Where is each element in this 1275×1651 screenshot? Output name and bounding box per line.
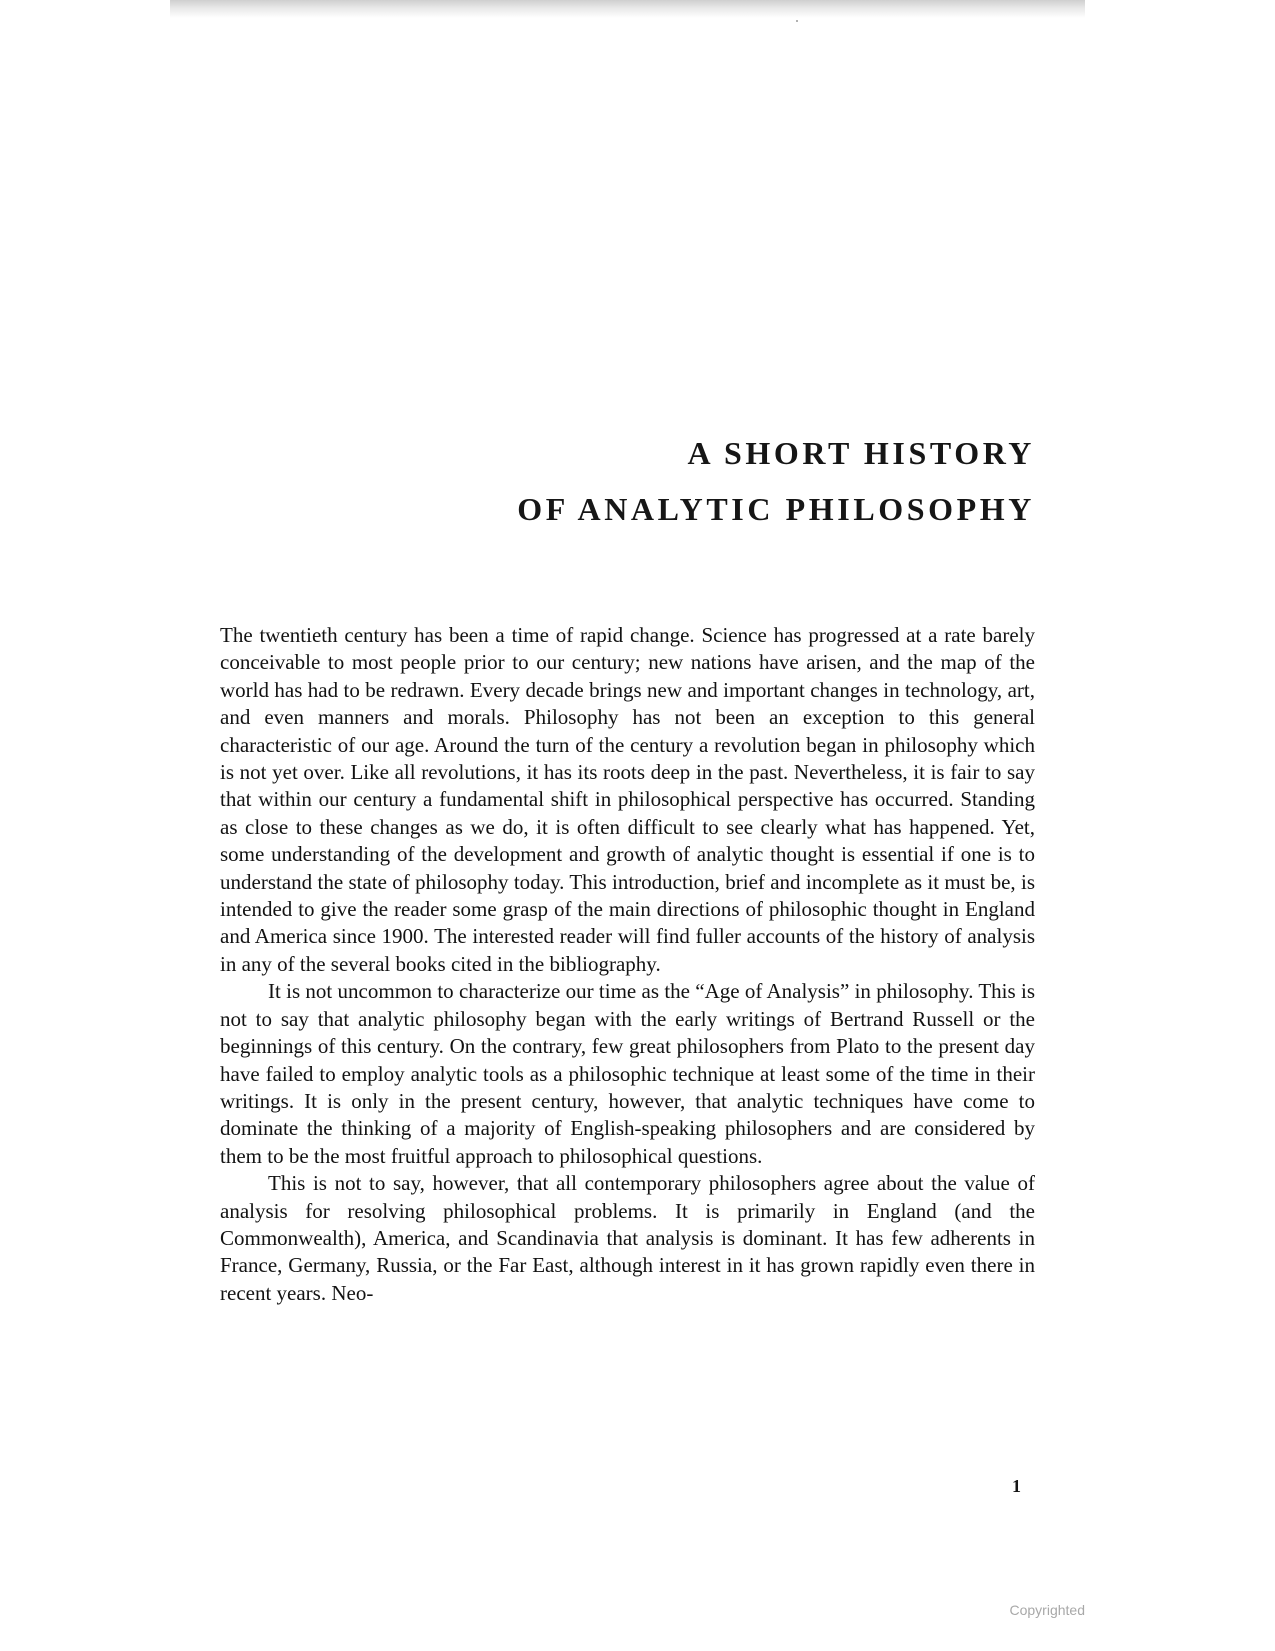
- chapter-title-line-1: A SHORT HISTORY: [687, 435, 1035, 471]
- copyright-watermark: Copyrighted: [1009, 1602, 1085, 1618]
- chapter-title-line-2: OF ANALYTIC PHILOSOPHY: [517, 491, 1035, 527]
- body-text: [220, 622, 1035, 1307]
- page-top-edge: [170, 0, 1085, 18]
- paragraph-1: The twentieth century has been a time of rapid change. Science has progressed at a rate barely conceivable to most people prior to our century; new nations have arisen, and the map of the world has had to be redrawn. Every decade brings new and important changes in technology, art, and even manners and morals. Philosophy has not been an exception to this general characteristic of our age. Around the turn of the century a revolution began in philosophy which is not yet over. Like all revolutions, it has its roots deep in the past. Nevertheless, it is fair to say that within our century a fundamental shift in philosophical perspective has occurred. Standing as close to these changes as we do, it is often difficult to see clearly what has happened. Yet, some understanding of the development and growth of analytic thought is essential if one is to understand the state of philosophy today. This introduction, brief and incomplete as it must be, is intended to give the reader some grasp of the main directions of philosophic thought in England and America since 1900. The interested reader will find fuller accounts of the history of analysis in any of the several books cited in the bibliography.: [220, 623, 1035, 976]
- page-number: 1: [1012, 1476, 1021, 1496]
- paragraph-3: This is not to say, however, that all contemporary philosophers agree about the value of analysis for resolving philosophical problems. It is primarily in England (and the Commonwealth), America, and Scandinavia that analysis is dominant. It has few adherents in France, Germany, Russia, or the Far East, although interest in it has grown rapidly even there in recent years. Neo-: [220, 1171, 1035, 1305]
- chapter-title: [517, 425, 1035, 537]
- scan-speck: [796, 20, 798, 22]
- paragraph-2: It is not uncommon to characterize our time as the “Age of Analysis” in philosophy. This is not to say that analytic philosophy began with the early writings of Bertrand Russell or the beginnings of this century. On the contrary, few great philosophers from Plato to the present day have failed to employ analytic tools as a philosophic technique at least some of the time in their writings. It is only in the present century, however, that analytic techniques have come to dominate the thinking of a majority of English-speaking philosophers and are considered by them to be the most fruitful approach to philosophical questions.: [220, 979, 1035, 1168]
